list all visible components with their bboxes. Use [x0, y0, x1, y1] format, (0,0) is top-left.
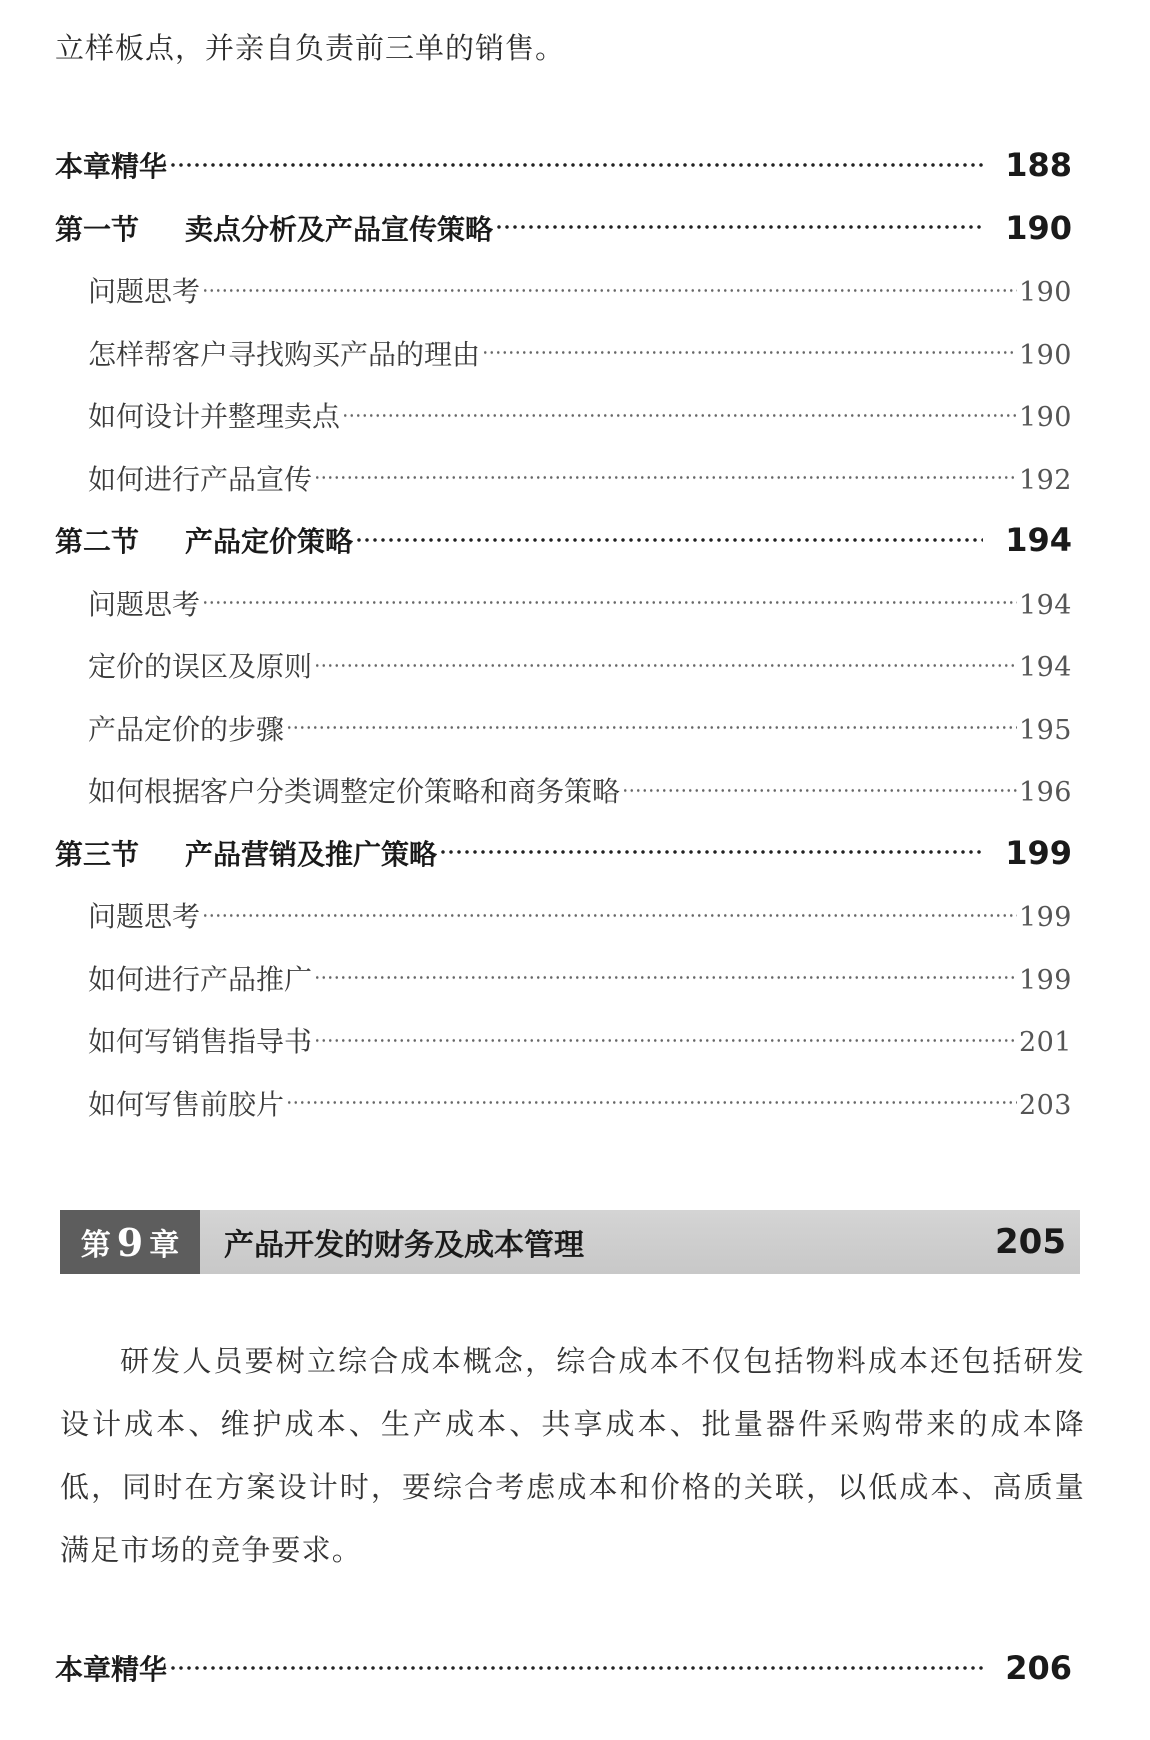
- toc-entry-title: 本章精华: [55, 1653, 168, 1686]
- toc-entry-title: [55, 833, 437, 873]
- toc-entry-text: 本章精华: [55, 150, 168, 183]
- chapter-title: 产品开发的财务及成本管理: [224, 1228, 584, 1263]
- chapter-prefix: 第: [80, 1228, 111, 1263]
- toc-entry-text: 产品营销及推广策略: [185, 837, 438, 871]
- dot-leader: [342, 401, 1017, 429]
- toc-entry-page: 188: [1005, 146, 1072, 184]
- dot-leader: [286, 713, 1017, 741]
- toc-sub-entry[interactable]: [88, 458, 1072, 498]
- toc-entry-page: 192: [1018, 464, 1072, 496]
- toc-entry-text: 如何进行产品宣传: [88, 462, 313, 496]
- dot-leader: [314, 651, 1017, 679]
- toc-section-number: 第二节: [55, 525, 140, 558]
- dot-leader: [202, 276, 1017, 304]
- dot-leader: [286, 1088, 1017, 1116]
- toc-entry-title: [88, 333, 480, 373]
- toc-sub-entry[interactable]: [88, 395, 1072, 435]
- toc-entry-text: 卖点分析及产品宣传策略: [185, 212, 494, 246]
- chapter-number: 9: [116, 1219, 144, 1265]
- toc-entry-text: 怎样帮客户寻找购买产品的理由: [88, 337, 481, 371]
- chapter-summary-paragraph: 研发人员要树立综合成本概念，综合成本不仅包括物料成本还包括研发设计成本、维护成本、生产成本、共享成本、批量器件采购带来的成本降低，同时在方案设计时，要综合考虑成本和价格的关联，以低成本、高质量满足市场的竞争要求。: [60, 1344, 1085, 1567]
- dot-leader: [202, 901, 1017, 929]
- toc-entry-page: 190: [1018, 339, 1072, 371]
- toc-entry-text: 如何写售前胶片: [88, 1087, 285, 1121]
- toc-entry-title: [88, 270, 200, 310]
- toc-heading-entry[interactable]: [55, 145, 1072, 185]
- toc-entry-title: [88, 395, 340, 435]
- toc-entry-page: 195: [1018, 714, 1072, 746]
- toc-sub-entry[interactable]: [88, 1020, 1072, 1060]
- intro-text: 立样板点，并亲自负责前三单的销售。: [55, 31, 566, 65]
- toc-entry-page: 199: [1018, 964, 1072, 996]
- dot-leader: [169, 1654, 983, 1682]
- toc-entry-chapter-essence-final[interactable]: [55, 1648, 1072, 1688]
- dot-leader: [622, 776, 1017, 804]
- chapter-tag: [60, 1210, 200, 1274]
- toc-entry-title: [55, 145, 167, 185]
- toc-sub-entry[interactable]: [88, 583, 1072, 623]
- toc-entry-page: 190: [1018, 402, 1072, 433]
- toc-entry-title: [88, 895, 200, 935]
- dot-leader: [482, 338, 1017, 366]
- toc-heading-entry[interactable]: [55, 208, 1072, 248]
- toc-entry-text: 产品定价的步骤: [88, 712, 285, 746]
- toc-entry-text: 问题思考: [88, 900, 201, 933]
- toc-entry-page: 199: [1018, 902, 1072, 933]
- toc-sub-entry[interactable]: [88, 333, 1072, 373]
- toc-entry-title: [88, 708, 284, 748]
- toc-entry-page: 203: [1018, 1089, 1072, 1121]
- toc-entry-page: 190: [1018, 277, 1072, 308]
- dot-leader: [314, 1026, 1017, 1054]
- toc-entry-title: [55, 520, 353, 560]
- toc-entry-text: 问题思考: [88, 587, 201, 621]
- toc-entry-page: 196: [1018, 777, 1072, 808]
- toc-entry-title: [88, 645, 312, 685]
- dot-leader: [169, 151, 983, 179]
- dot-leader: [355, 526, 983, 554]
- toc-entry-text: 产品定价策略: [185, 525, 354, 558]
- chapter-suffix: 章: [149, 1228, 180, 1263]
- toc-entry-text: 定价的误区及原则: [88, 650, 313, 683]
- dot-leader: [439, 838, 983, 866]
- toc-entry-page: 194: [1018, 652, 1072, 683]
- toc-entry-text: 如何写销售指导书: [88, 1025, 313, 1058]
- toc-section-number: 第三节: [55, 837, 140, 871]
- toc-entry-page: 201: [1018, 1027, 1072, 1058]
- toc-sub-entry[interactable]: [88, 708, 1072, 748]
- toc-sub-entry[interactable]: [88, 1083, 1072, 1123]
- toc-entry-title: [88, 958, 312, 998]
- toc-entry-text: 问题思考: [88, 275, 201, 308]
- dot-leader: [495, 213, 983, 241]
- toc-heading-entry[interactable]: [55, 833, 1072, 873]
- toc-sub-entry[interactable]: [88, 958, 1072, 998]
- toc-sub-entry[interactable]: [88, 770, 1072, 810]
- toc-entry-title: [88, 770, 620, 810]
- toc-entry-page: 194: [1018, 589, 1072, 621]
- dot-leader: [314, 463, 1017, 491]
- toc-entry-text: 如何设计并整理卖点: [88, 400, 341, 433]
- chapter-banner: [60, 1210, 1080, 1274]
- toc-entry-text: 如何进行产品推广: [88, 962, 313, 996]
- toc-sub-entry[interactable]: [88, 645, 1072, 685]
- toc-entry-page: 194: [1005, 521, 1072, 559]
- toc-entry-page: 199: [1005, 833, 1072, 872]
- toc-entry-title: [55, 208, 493, 248]
- toc-sub-entry[interactable]: [88, 270, 1072, 310]
- toc-entry-title: [88, 1020, 312, 1060]
- toc-entry-page: 190: [1005, 208, 1072, 247]
- toc-entry-title: [88, 1083, 284, 1123]
- dot-leader: [202, 588, 1017, 616]
- toc-entry-text: 如何根据客户分类调整定价策略和商务策略: [88, 775, 621, 808]
- chapter-page-number: 205: [995, 1222, 1066, 1262]
- toc-heading-entry[interactable]: [55, 520, 1072, 560]
- toc-entry-title: [88, 583, 200, 623]
- toc-section-number: 第一节: [55, 212, 140, 246]
- dot-leader: [314, 963, 1017, 991]
- toc-sub-entry[interactable]: [88, 895, 1072, 935]
- toc-entry-title: [88, 458, 312, 498]
- toc-entry-page: 206: [1005, 1649, 1072, 1687]
